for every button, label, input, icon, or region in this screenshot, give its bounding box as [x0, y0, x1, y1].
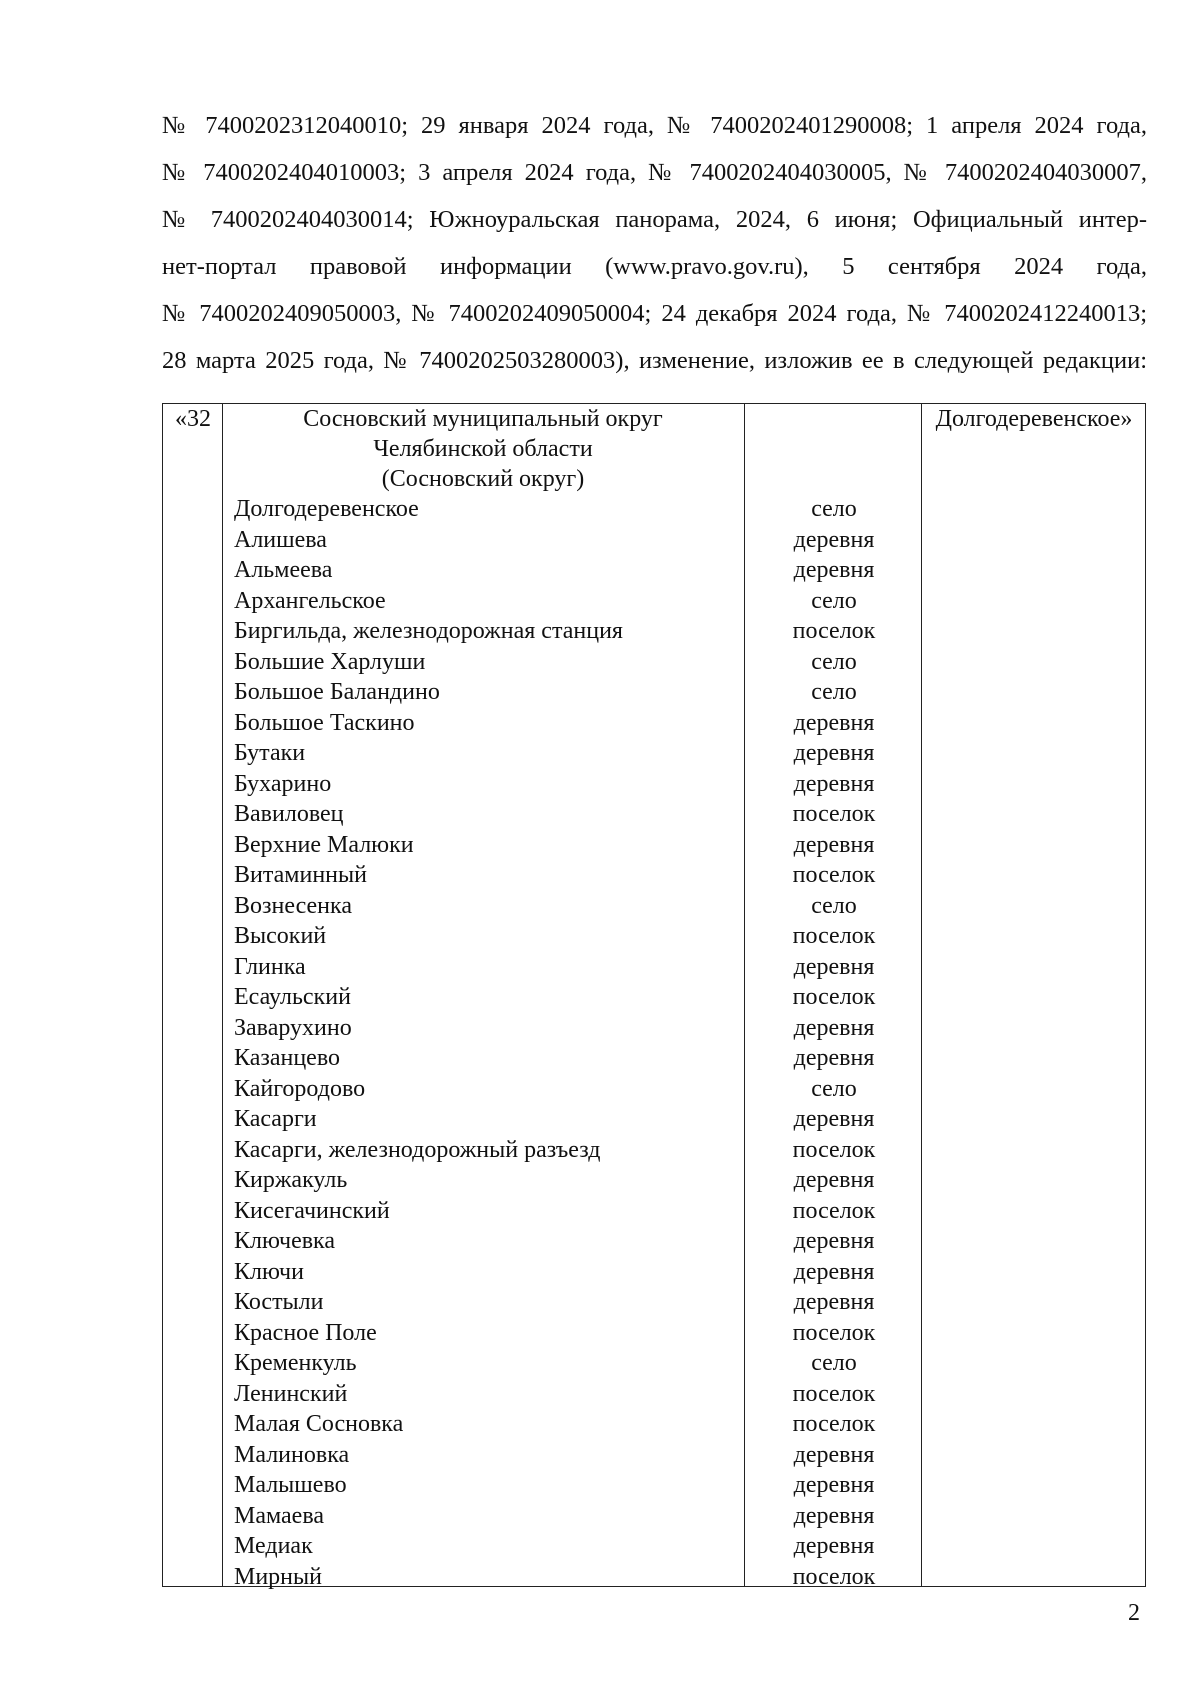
- settlement-name: Биргильда, железнодорожная станция: [234, 618, 623, 644]
- table-row: [163, 708, 1145, 739]
- settlement-type: деревня: [793, 1472, 875, 1498]
- settlement-name: Долгодеревенское: [234, 496, 419, 522]
- settlement-name: Малиновка: [234, 1441, 350, 1468]
- table-row: [163, 982, 1145, 1013]
- table-row: [163, 1043, 1145, 1074]
- table-row: [163, 586, 1145, 617]
- settlement-type: деревня: [793, 526, 875, 553]
- settlement-type: поселок: [792, 1319, 876, 1346]
- district-name: [223, 404, 743, 494]
- settlement-type: поселок: [792, 618, 876, 644]
- settlement-name: Малышево: [234, 1472, 347, 1498]
- table-row: [163, 1440, 1145, 1471]
- settlement-name: Архангельское: [234, 587, 386, 614]
- table-row: [163, 616, 1145, 647]
- table-row: [163, 891, 1145, 922]
- settlement-name: Кайгородово: [234, 1075, 366, 1102]
- intro-line: № 7400202404010003; 3 апреля 2024 года, № 7400202404030005, № 7400202404030007,: [162, 159, 1147, 186]
- table-row: [163, 1013, 1145, 1044]
- settlement-type: деревня: [793, 1441, 875, 1468]
- table-row: [163, 677, 1145, 708]
- settlement-name: Бутаки: [234, 740, 306, 766]
- settlement-name: Большое Таскино: [234, 709, 415, 736]
- settlement-type: поселок: [792, 1136, 876, 1163]
- settlement-type: деревня: [793, 1106, 875, 1132]
- settlement-name: Верхние Малюки: [234, 831, 414, 858]
- district-name-line: Сосновский муниципальный округ: [303, 406, 663, 432]
- settlement-name: Витаминный: [234, 862, 367, 888]
- settlement-type: деревня: [793, 1167, 875, 1193]
- table-row: [163, 555, 1145, 586]
- settlement-type: село: [811, 1350, 857, 1376]
- table-row: [163, 1409, 1145, 1440]
- settlement-type: деревня: [793, 709, 875, 736]
- settlement-type: деревня: [793, 557, 875, 583]
- intro-line: № 7400202409050003, № 7400202409050004; 24 декабря 2024 года, № 7400202412240013;: [162, 300, 1147, 327]
- settlement-type: поселок: [792, 1411, 876, 1437]
- table-row: [163, 860, 1145, 891]
- settlement-type: деревня: [793, 1533, 875, 1559]
- settlement-name: Заварухино: [234, 1014, 352, 1041]
- table-row: [163, 1074, 1145, 1105]
- administrative-center: Долгодеревенское»: [935, 406, 1133, 432]
- table-row: [163, 1379, 1145, 1410]
- table-row: [163, 647, 1145, 678]
- intro-line: № 7400202404030014; Южноуральская панорама, 2024, 6 июня; Официальный интер-: [162, 206, 1147, 233]
- settlement-name: Альмеева: [234, 557, 333, 583]
- settlement-name: Ключевка: [234, 1228, 336, 1254]
- settlement-type: деревня: [793, 1228, 875, 1254]
- table-row: [163, 830, 1145, 861]
- settlement-name: Мирный: [234, 1563, 322, 1590]
- district-name-line: Челябинской области: [373, 436, 593, 462]
- settlement-name: Высокий: [234, 923, 327, 949]
- table-row: [163, 1531, 1145, 1562]
- settlement-name: Есаульский: [234, 984, 351, 1010]
- table-row: [163, 1470, 1145, 1501]
- table-row: [163, 1165, 1145, 1196]
- table-row: [163, 525, 1145, 556]
- settlement-type: деревня: [793, 831, 875, 858]
- settlement-type: деревня: [793, 1014, 875, 1041]
- intro-line: нет-портал правовой информации (www.pravo.gov.ru), 5 сентября 2024 года,: [162, 253, 1147, 280]
- settlement-name: Медиак: [234, 1533, 313, 1559]
- table-row: [163, 1562, 1145, 1593]
- table-row: [163, 952, 1145, 983]
- district-name-line: (Сосновский округ): [381, 466, 585, 492]
- settlement-name: Касарги: [234, 1106, 317, 1132]
- settlement-name: Касарги, железнодорожный разъезд: [234, 1136, 601, 1163]
- table-row: [163, 1348, 1145, 1379]
- table-row: [163, 1318, 1145, 1349]
- table-row: [163, 494, 1145, 525]
- settlement-type: село: [811, 496, 857, 522]
- settlement-name: Кисегачинский: [234, 1197, 390, 1224]
- settlement-name: Глинка: [234, 953, 306, 980]
- settlement-type: деревня: [793, 1045, 875, 1071]
- settlement-name: Костыли: [234, 1289, 324, 1315]
- settlement-type: деревня: [793, 770, 875, 797]
- settlement-type: поселок: [792, 923, 876, 949]
- settlement-name: Большие Харлуши: [234, 648, 426, 675]
- settlement-type: деревня: [793, 1502, 875, 1529]
- table-row: [163, 1135, 1145, 1166]
- settlements-table: [162, 403, 1146, 1590]
- settlement-type: село: [811, 679, 857, 705]
- settlement-name: Киржакуль: [234, 1167, 348, 1193]
- page-number: 2: [1128, 1600, 1140, 1626]
- settlement-type: деревня: [793, 740, 875, 766]
- intro-paragraph: [162, 102, 1147, 384]
- settlement-type: село: [811, 587, 857, 614]
- table-row: [163, 1226, 1145, 1257]
- settlement-name: Алишева: [234, 526, 327, 553]
- intro-line: 28 марта 2025 года, № 7400202503280003), изменение, изложив ее в следующей редакции:: [162, 347, 1147, 374]
- settlement-name: Ленинский: [234, 1380, 348, 1407]
- table-row: [163, 1501, 1145, 1532]
- settlement-name: Кременкуль: [234, 1350, 357, 1376]
- settlement-type: поселок: [792, 862, 876, 888]
- table-row: [163, 1287, 1145, 1318]
- settlement-name: Большое Баландино: [234, 679, 440, 705]
- settlement-name: Ключи: [234, 1258, 304, 1285]
- settlement-name: Казанцево: [234, 1045, 340, 1071]
- settlement-type: село: [811, 648, 857, 675]
- settlement-name: Бухарино: [234, 770, 332, 797]
- settlement-type: деревня: [793, 1258, 875, 1285]
- table-row: [163, 1104, 1145, 1135]
- settlement-type: поселок: [792, 1380, 876, 1407]
- settlement-type: поселок: [792, 1197, 876, 1224]
- settlement-type: село: [811, 1075, 857, 1102]
- settlement-name: Вавиловец: [234, 801, 344, 827]
- settlement-type: деревня: [793, 1289, 875, 1315]
- settlement-type: поселок: [792, 984, 876, 1010]
- row-number: «32: [175, 406, 211, 432]
- settlement-name: Малая Сосновка: [234, 1411, 404, 1437]
- settlement-type: поселок: [792, 1563, 876, 1590]
- settlement-name: Вознесенка: [234, 892, 352, 919]
- table-row: [163, 738, 1145, 769]
- settlement-type: село: [811, 892, 857, 919]
- table-row: [163, 1257, 1145, 1288]
- settlement-name: Мамаева: [234, 1502, 324, 1529]
- settlement-name: Красное Поле: [234, 1319, 377, 1346]
- table-row: [163, 921, 1145, 952]
- settlement-type: поселок: [792, 801, 876, 827]
- table-row: [163, 799, 1145, 830]
- table-row: [163, 1196, 1145, 1227]
- settlement-type: деревня: [793, 953, 875, 980]
- table-row: [163, 769, 1145, 800]
- settlement-list: [163, 494, 1145, 1592]
- intro-line: № 7400202312040010; 29 января 2024 года, № 7400202401290008; 1 апреля 2024 года,: [162, 112, 1147, 139]
